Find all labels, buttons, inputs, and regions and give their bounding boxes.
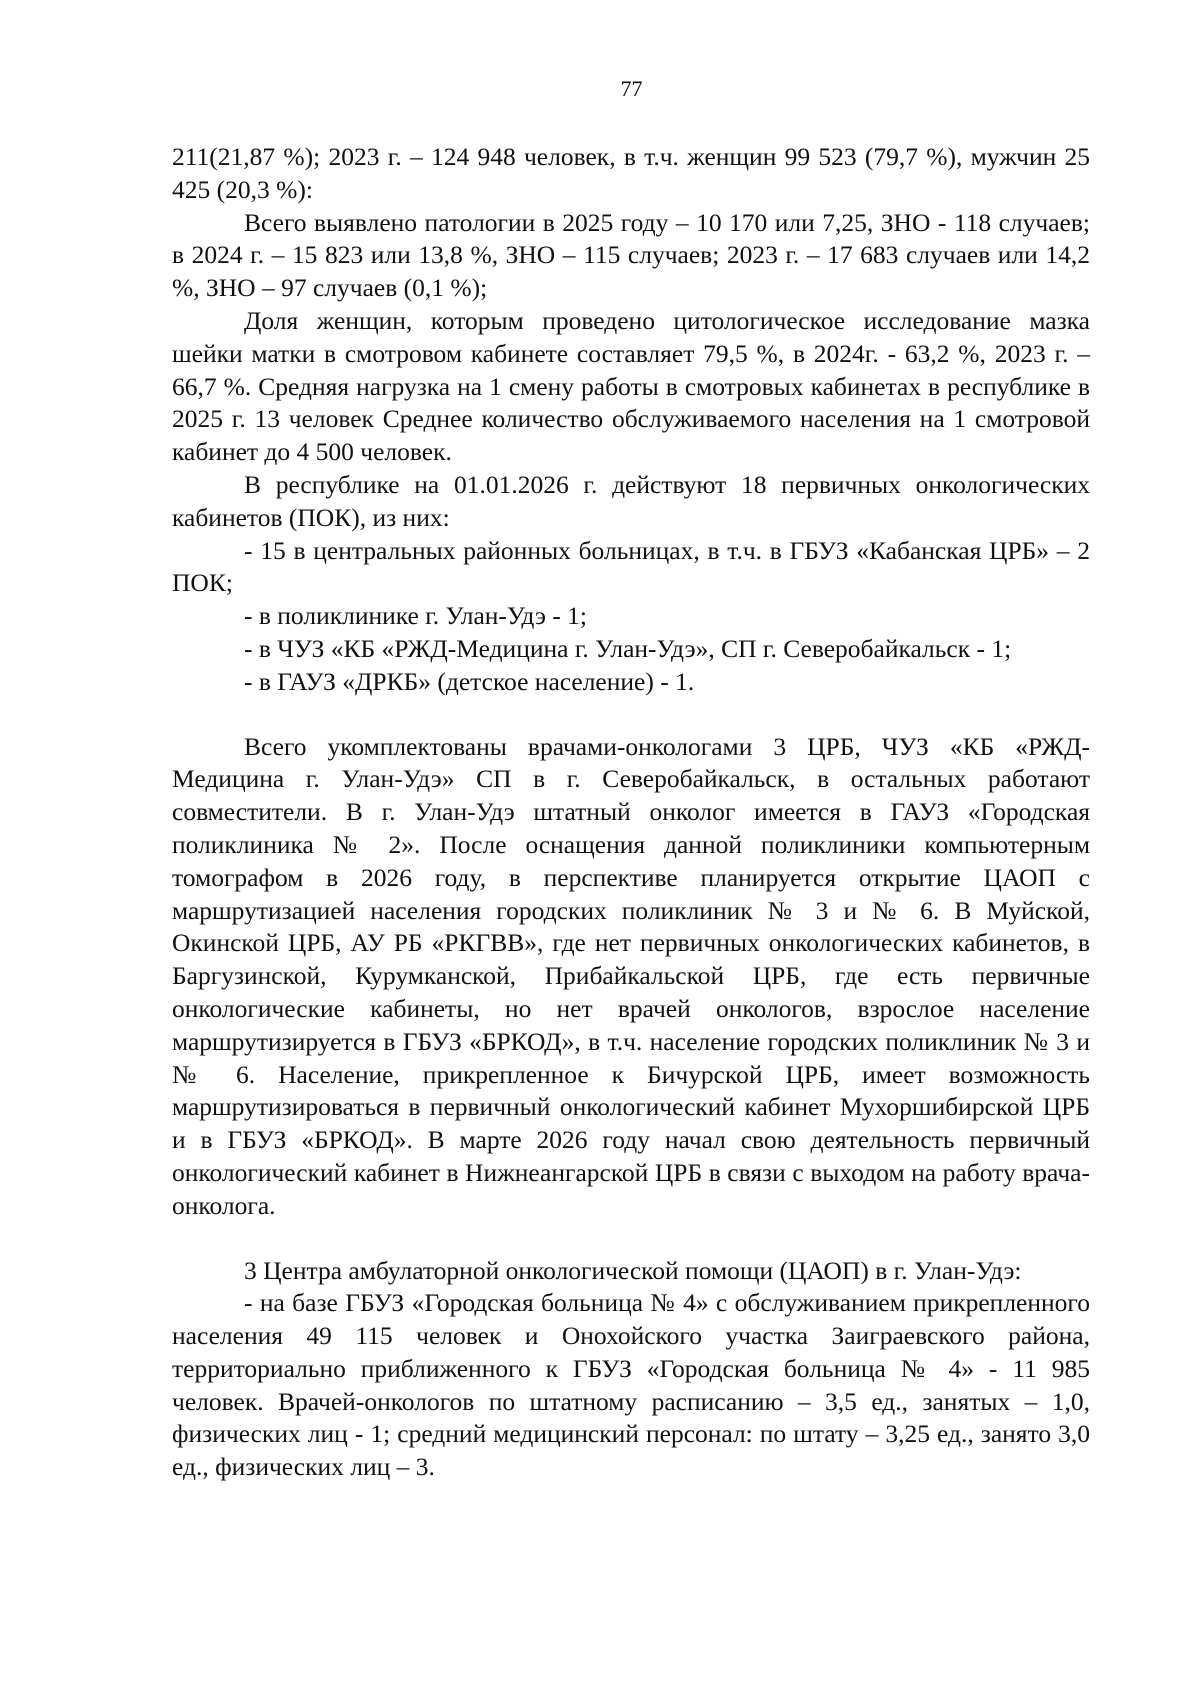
list-item-central-hospitals: - 15 в центральных районных больницах, в т.ч. в ГБУЗ «Кабанская ЦРБ» – 2 ПОК; [172, 535, 1090, 598]
paragraph-oncologist-staffing: Всего укомплектованы врачами-онкологами 3 ЦРБ, ЧУЗ «КБ «РЖД-Медицина г. Улан-Удэ» СП в г. Северобайкальск, в остальных работают совместители. В г. Улан-Удэ штатный онколог имеется в ГАУЗ «Городская поликлиника № 2». После оснащения данной поликлиники компьютерным томографом в 2026 году, в перспективе планируется открытие ЦАОП с маршрутизацией населения городских поликлиник № 3 и № 6. В Муйской, Окинской ЦРБ, АУ РБ «РКГВВ», где нет первичных онкологических кабинетов, в Баргузинской, Курумканской, Прибайкальской ЦРБ, где есть первичные онкологические кабинеты, но нет врачей онкологов, взрослое население маршрутизируется в ГБУЗ «БРКОД», в т.ч. население городских поликлиник № 3 и № 6. Население, прикрепленное к Бичурской ЦРБ, имеет возможность маршрутизироваться в первичный онкологический кабинет Мухоршибирской ЦРБ и в ГБУЗ «БРКОД». В марте 2026 году начал свою деятельность первичный онкологический кабинет в Нижнеангарской ЦРБ в связи с выходом на работу врача-онколога. [172, 731, 1090, 1220]
paragraph-population-continued: 211(21,87 %); 2023 г. – 124 948 человек, в т.ч. женщин 99 523 (79,7 %), мужчин 25 425 (20,3 %): [172, 142, 1090, 204]
list-item-polyclinic: - в поликлинике г. Улан-Удэ - 1; [244, 601, 588, 631]
list-item-rzd-medicine: - в ЧУЗ «КБ «РЖД-Медицина г. Улан-Удэ», СП г. Северобайкальск - 1; [244, 633, 1012, 663]
paragraph-spacer [172, 1223, 1090, 1255]
paragraph-outpatient-centers: 3 Центра амбулаторной онкологической помощи (ЦАОП) в г. Улан-Удэ: [244, 1255, 1022, 1285]
list-item-city-hospital-4: - на базе ГБУЗ «Городская больница № 4» с обслуживанием прикрепленного населения 49 115 человек и Онохойского участка Заиграевского района, территориально приближенного к ГБУЗ «Городская больница № 4» - 11 985 человек. Врачей-онкологов по штатному расписанию – 3,5 ед., занятых – 1,0, физических лиц - 1; средний медицинский персонал: по штату – 3,25 ед., занято 3,0 ед., физических лиц – 3. [172, 1288, 1090, 1482]
paragraph-cytology-share: Доля женщин, которым проведено цитологическое исследование мазка шейки матки в смотровом кабинете составляет 79,5 %, в 2024г. - 63,2 %, 2023 г. – 66,7 %. Средняя нагрузка на 1 смену работы в смотровых кабинетах в республике в 2025 г. 13 человек Среднее количество обслуживаемого населения на 1 смотровой кабинет до 4 500 человек. [172, 305, 1090, 467]
paragraph-pathology-detected: Всего выявлено патологии в 2025 году – 10 170 или 7,25, ЗНО - 118 случаев; в 2024 г. – 15 823 или 13,8 %, ЗНО – 115 случаев; 2023 г. – 17 683 случаев или 14,2 %, ЗНО – 97 случаев (0,1 %); [172, 207, 1090, 303]
document-body [172, 141, 1090, 1484]
list-item-children-hospital: - в ГАУЗ «ДРКБ» (детское население) - 1. [244, 666, 695, 696]
paragraph-spacer [172, 699, 1090, 731]
page-number: 77 [620, 76, 643, 101]
paragraph-primary-oncology-offices: В республике на 01.01.2026 г. действуют 18 первичных онкологических кабинетов (ПОК), из них: [172, 469, 1090, 532]
